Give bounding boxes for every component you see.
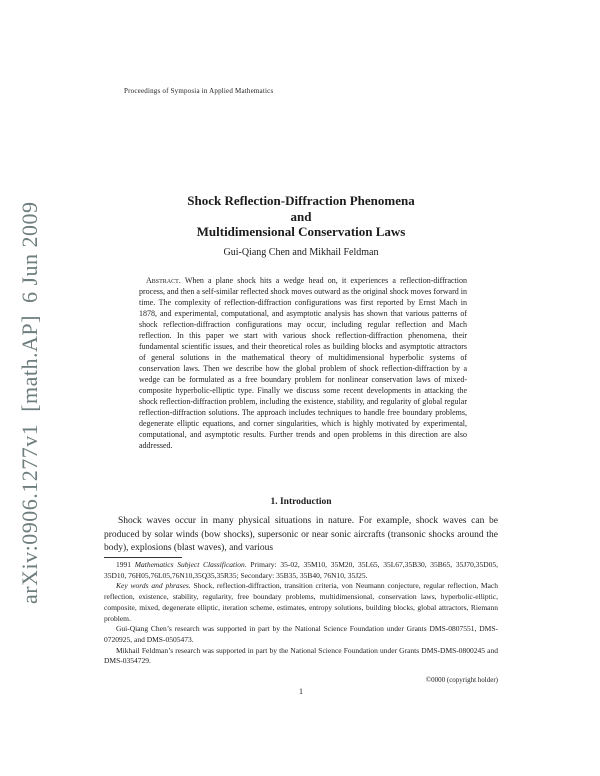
keywords-label: Key words and phrases.: [116, 581, 191, 591]
paper-title: [104, 193, 498, 240]
authors: Gui-Qiang Chen and Mikhail Feldman: [223, 247, 379, 258]
page-number: 1: [299, 687, 303, 696]
arxiv-watermark: arXiv:0906.1277v1 [math.AP] 6 Jun 2009: [17, 201, 42, 604]
abstract: [139, 275, 467, 451]
keywords-text: Shock, reflection-diffraction, transition criteria, von Neumann conjecture, regular reflection, Mach reflection, existence, stability, regularity, free boundary problems, multidimensional, conservation laws, hyperbolic-elliptic, composite, mixed, degenerate elliptic, iteration scheme, estimates, entropy solutions, building blocks, global attractors, Riemann problem.: [104, 581, 499, 623]
copyright-notice: ©0000 (copyright holder): [425, 676, 498, 684]
msc-text: Primary: 35-02, 35M10, 35M20, 35L65, 35L67,35B30, 35B65, 35J70,35D05, 35D10, 76H05,76L05,76N10,35Q35,35R35; Secondary: 35B35, 35B40, 76N10, 35J25.: [104, 560, 499, 580]
abstract-label: Abstract.: [146, 276, 181, 285]
section-heading-introduction: 1. Introduction: [270, 497, 332, 507]
paper-title-line1: Shock Reflection-Diffraction Phenomena: [187, 193, 415, 208]
grant-footnote-feldman: Mikhail Feldman’s research was supported in part by the National Science Foundation under Grants DMS-DMS-0800245 and DMS-0354729.: [104, 645, 498, 666]
grant-footnote-chen: Gui-Qiang Chen’s research was supported in part by the National Science Foundation under Grants DMS-0807551, DMS-0720925, and DMS-0505473.: [104, 624, 498, 644]
msc-label: Mathematics Subject Classification.: [134, 560, 247, 569]
msc-year: 1991: [116, 560, 131, 569]
paper-title-line3: Multidimensional Conservation Laws: [196, 224, 406, 239]
footnotes: [104, 560, 498, 667]
keywords-footnote: [104, 581, 498, 624]
paper-title-line2: and: [290, 208, 312, 224]
footnote-rule: [104, 557, 182, 558]
intro-paragraph: Shock waves occur in many physical situations in nature. For example, shock waves can be produced by solar winds (bow shocks), supersonic or near sonic aircrafts (transonic shocks around the body), explosions (blast waves), and various: [104, 516, 498, 553]
journal-header: Proceedings of Symposia in Applied Mathematics: [124, 87, 274, 95]
abstract-text: When a plane shock hits a wedge head on, it experiences a reflection-diffraction process, and then a self-similar reflected shock moves outward as the original shock moves forward in time. The complexity of reflection-diffraction configurations was first reported by Ernst Mach in 1878, and experimental, computational, and asymptotic analysis has shown that various patterns of shock reflection-diffraction configurations may occur, including regular reflection and Mach reflection. In this paper we start with various shock reflection-diffraction phenomena, their fundamental scientific issues, and their theoretical roles as building blocks and asymptotic attractors of general solutions in the mathematical theory of multidimensional hyperbolic systems of conservation laws. Then we describe how the global problem of shock reflection-diffraction by a wedge can be formulated as a free boundary problem for nonlinear conservation laws of mixed-composite hyperbolic-elliptic type. Finally we discuss some recent developments in attacking the shock reflection-diffraction problem, including the existence, stability, and regularity of global regular reflection-diffraction solutions. The approach includes techniques to handle free boundary problems, degenerate elliptic equations, and corner singularities, which is highly motivated by experimental, computational, and asymptotic results. Further trends and open problems in this direction are also addressed.: [139, 276, 467, 450]
msc-footnote: [104, 560, 498, 581]
